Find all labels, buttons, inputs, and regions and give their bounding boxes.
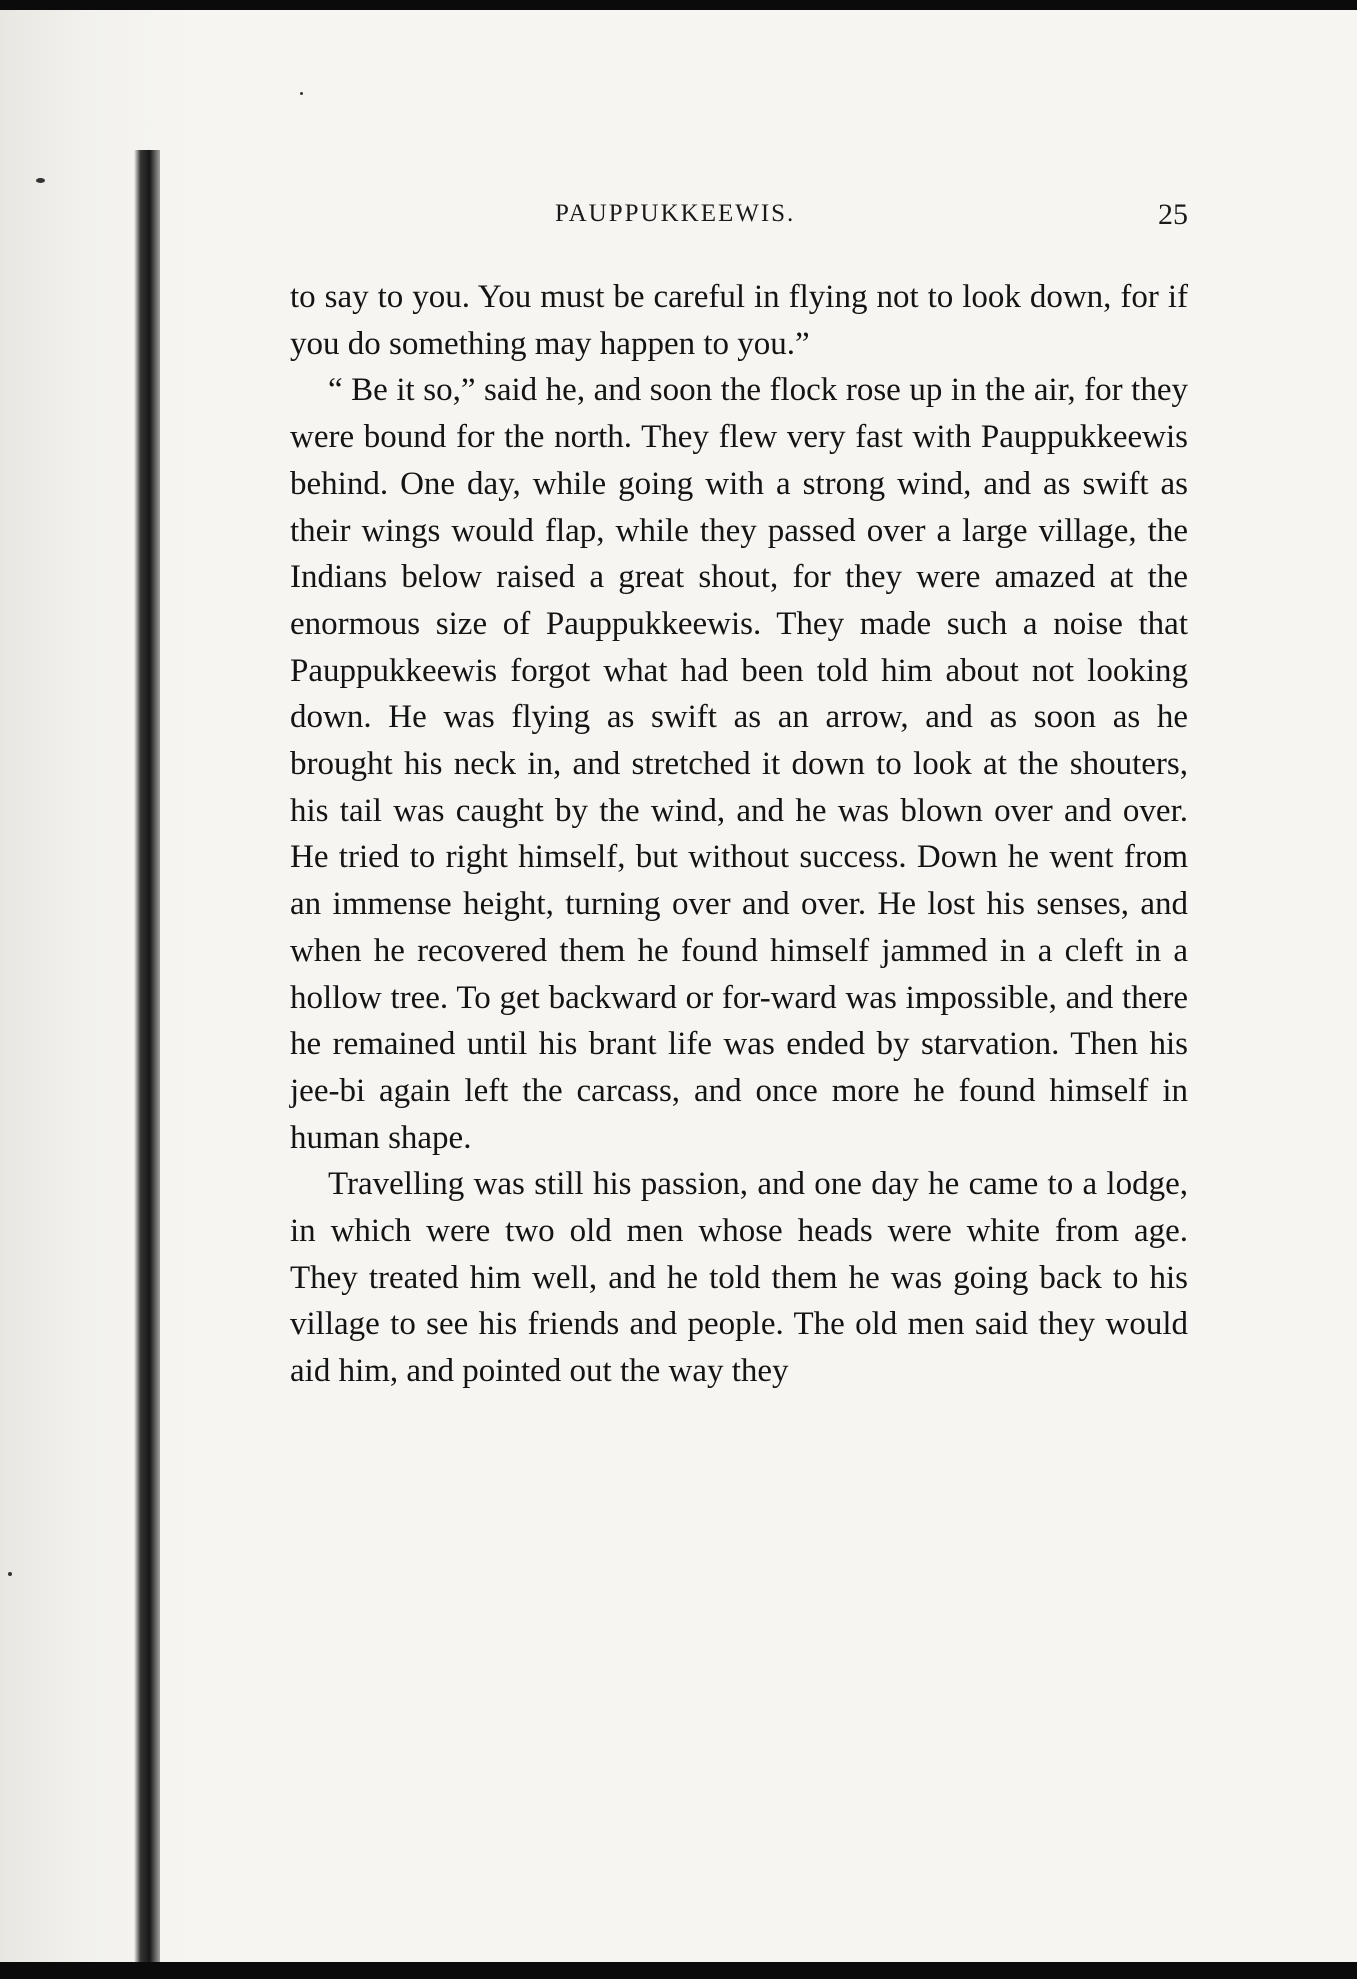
scan-border-bottom — [0, 1962, 1357, 1979]
scan-speck — [8, 1572, 12, 1576]
paragraph: Travelling was still his passion, and one day he came to a lodge, in which were two old men whose heads were white from age. They treated him well, and he told them he was going back to his village to see his friends and people. The old men said they would aid him, and pointed out the way they — [290, 1166, 1188, 1390]
page-header — [290, 198, 1188, 238]
body-text — [290, 274, 1188, 1395]
scan-border-top — [0, 0, 1357, 10]
paragraph: “ Be it so,” said he, and soon the flock rose up in the air, for they were bound for the north. They flew very fast with Pauppukkeewis behind. One day, while going with a strong wind, and as swift as their wings would flap, while they passed over a large village, the Indians below raised a great shout, for they were amazed at the enormous size of Pauppukkeewis. They made such a noise that Pauppukkeewis forgot what had been told him about not looking down. He was flying as swift as an arrow, and as soon as he brought his neck in, and stretched it down to look at the shouters, his tail was caught by the wind, and he was blown over and over. He tried to right himself, but without success. Down he went from an immense height, turning over and over. He lost his senses, and when he recovered them he found himself jammed in a cleft in a hollow tree. To get backward or for-ward was impossible, and there he remained until his brant life was ended by starvation. Then his jee-bi again left the carcass, and once more he found himself in human shape. — [290, 372, 1188, 1156]
running-title: PAUPPUKKEEWIS. — [555, 200, 796, 227]
scan-speck — [300, 92, 303, 95]
paragraph-continued: to say to you. You must be careful in flying not to look down, for if you do something may happen to you.” — [290, 279, 1188, 362]
page-gutter-shadow — [0, 0, 190, 1979]
book-binding-edge — [134, 150, 160, 1962]
page-number: 25 — [1158, 198, 1188, 231]
scan-speck — [36, 178, 45, 183]
